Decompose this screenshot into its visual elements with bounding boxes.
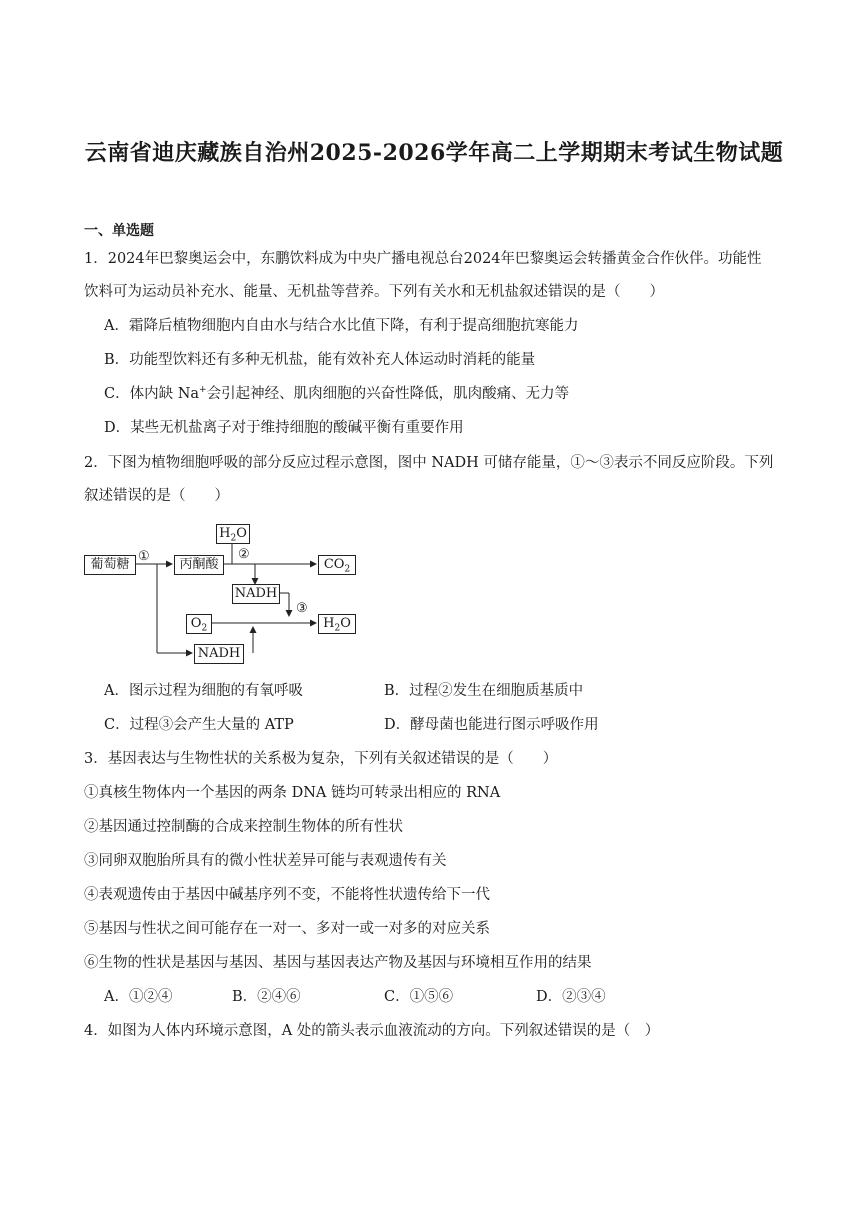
q3-item-1: ①真核生物体内一个基因的两条 DNA 链均可转录出相应的 RNA (84, 785, 501, 801)
h2o-out-box: $H_2O$ (318, 614, 356, 634)
q1-option-d: D．某些无机盐离子对于维持细胞的酸碱平衡有重要作用 (104, 420, 464, 436)
q2-stem-line2: 叙述错误的是（ ） (84, 488, 229, 504)
q1-stem-line2: 饮料可为运动员补充水、能量、无机盐等营养。下列有关水和无机盐叙述错误的是（ ） (84, 284, 664, 300)
q3-item-4: ④表观遗传由于基因中碱基序列不变，不能将性状遗传给下一代 (84, 887, 490, 903)
section-heading: 一、单选题 (84, 223, 154, 239)
q2-option-a: A．图示过程为细胞的有氧呼吸 (104, 683, 303, 699)
co2-box: $CO_2$ (318, 555, 356, 575)
q1-option-a: A．霜降后植物细胞内自由水与结合水比值下降，有利于提高细胞抗寒能力 (104, 318, 579, 334)
respiration-diagram (80, 518, 380, 668)
q3-item-2: ②基因通过控制酶的合成来控制生物体的所有性状 (84, 819, 403, 835)
pyruvate-box: 丙酮酸 (174, 555, 224, 575)
q3-stem: 3．基因表达与生物性状的关系极为复杂，下列有关叙述错误的是（ ） (84, 751, 558, 767)
q3-item-6: ⑥生物的性状是基因与基因、基因与基因表达产物及基因与环境相互作用的结果 (84, 955, 592, 971)
o2-box: $O_2$ (186, 614, 212, 634)
q2-stem-line1: 2．下图为植物细胞呼吸的部分反应过程示意图，图中 NADH 可储存能量，①～③表示不同反应阶段。下列 (84, 455, 774, 471)
q3-item-3: ③同卵双胞胎所具有的微小性状差异可能与表观遗传有关 (84, 853, 447, 869)
nadh-box-2: NADH (194, 644, 244, 664)
q3-item-5: ⑤基因与性状之间可能存在一对一、多对一或一对多的对应关系 (84, 921, 490, 937)
page-title: 云南省迪庆藏族自治州2025-2026学年高二上学期期末考试生物试题 (84, 140, 784, 166)
q3-option-b: B．②④⑥ (232, 989, 301, 1005)
step2-label: ② (238, 547, 250, 562)
h2o-top-box: $H_2O$ (216, 524, 250, 544)
q2-option-d: D．酵母菌也能进行图示呼吸作用 (384, 717, 599, 733)
q1-option-c: C．体内缺 Na+会引起神经、肌肉细胞的兴奋性降低，肌肉酸痛、无力等 (104, 385, 570, 402)
q2-option-b: B．过程②发生在细胞质基质中 (384, 683, 584, 699)
q3-option-c: C．①⑤⑥ (384, 989, 454, 1005)
glucose-box: 葡萄糖 (84, 555, 136, 575)
q2-option-c: C．过程③会产生大量的 ATP (104, 717, 294, 733)
q1-stem-line1: 1．2024年巴黎奥运会中，东鹏饮料成为中央广播电视总台2024年巴黎奥运会转播黄金合作伙伴。功能性 (84, 251, 762, 267)
q3-option-d: D．②③④ (536, 989, 606, 1005)
q4-stem: 4．如图为人体内环境示意图，A 处的箭头表示血液流动的方向。下列叙述错误的是（ ） (84, 1023, 660, 1039)
q3-option-a: A．①②④ (104, 989, 173, 1005)
step3-label: ③ (296, 601, 308, 616)
q1-option-b: B．功能型饮料还有多种无机盐，能有效补充人体运动时消耗的能量 (104, 352, 536, 368)
nadh-box-1: NADH (232, 584, 280, 604)
step1-label: ① (138, 549, 150, 564)
